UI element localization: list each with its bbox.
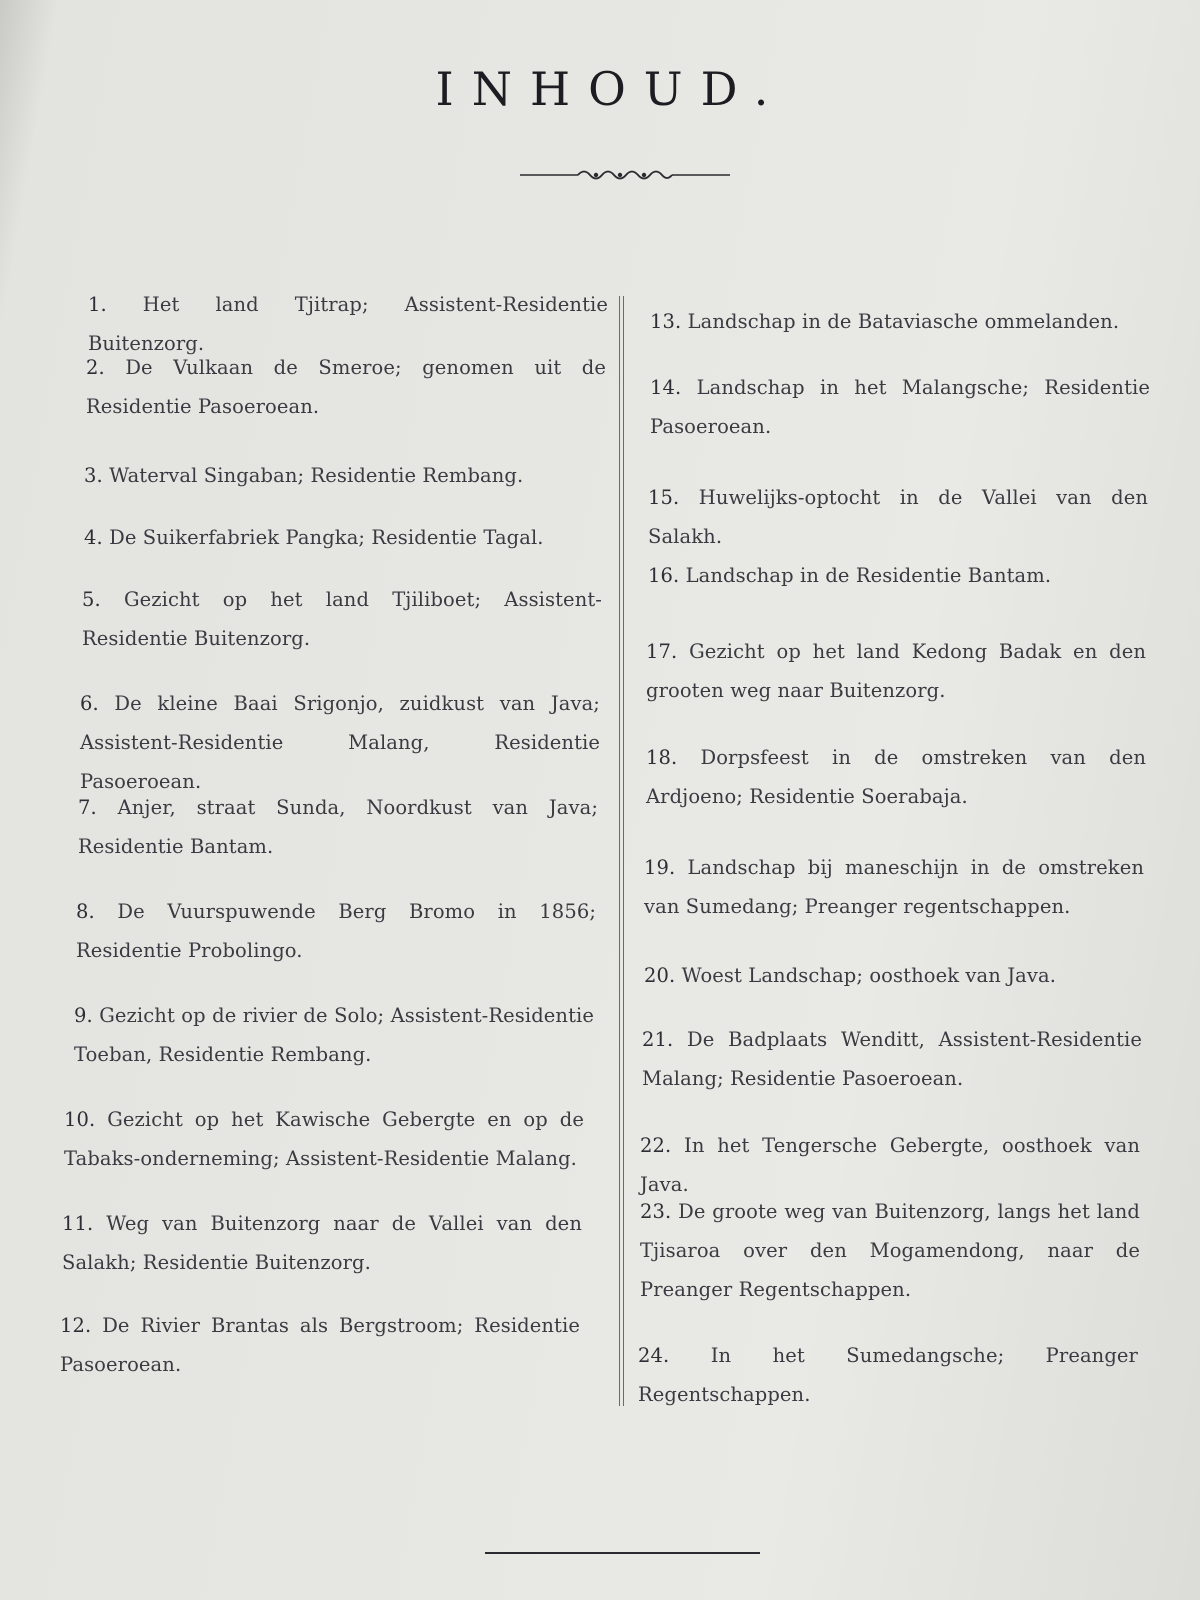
toc-entry: 3. Waterval Singaban; Residentie Rembang.: [84, 464, 524, 487]
toc-entry: 17. Gezicht op het land Kedong Badak en den grooten weg naar Buitenzorg.: [646, 640, 1146, 702]
toc-entry: 2. De Vulkaan de Smeroe; genomen uit de Residentie Pasoeroean.: [86, 356, 606, 418]
bottom-rule: [485, 1552, 760, 1554]
toc-entry: 5. Gezicht op het land Tjiliboet; Assistent-Residentie Buitenzorg.: [82, 588, 602, 650]
toc-entry: 1. Het land Tjitrap; Assistent-Residentie Buitenzorg.: [88, 293, 608, 355]
toc-entry: 8. De Vuurspuwende Berg Bromo in 1856; Residentie Probolingo.: [76, 900, 596, 962]
toc-entry: 22. In het Tengersche Gebergte, oosthoek van Java.: [640, 1134, 1140, 1196]
toc-entry: 24. In het Sumedangsche; Preanger Regentschappen.: [638, 1344, 1138, 1406]
toc-entry: 23. De groote weg van Buitenzorg, langs het land Tjisaroa over den Mogamendong, naar de Preanger Regentschappen.: [640, 1200, 1140, 1301]
toc-entry: 14. Landschap in het Malangsche; Residentie Pasoeroean.: [650, 376, 1150, 438]
toc-entry: 21. De Badplaats Wenditt, Assistent-Residentie Malang; Residentie Pasoeroean.: [642, 1028, 1142, 1090]
toc-entry: 4. De Suikerfabriek Pangka; Residentie Tagal.: [84, 526, 544, 549]
page-title: INHOUD.: [435, 62, 787, 116]
toc-entry: 15. Huwelijks-optocht in de Vallei van den Salakh.: [648, 486, 1148, 548]
toc-entry: 20. Woest Landschap; oosthoek van Java.: [644, 964, 1057, 987]
toc-entry: 10. Gezicht op het Kawische Gebergte en op de Tabaks-onderneming; Assistent-Residentie Malang.: [64, 1108, 584, 1170]
toc-entry: 18. Dorpsfeest in de omstreken van den Ardjoeno; Residentie Soerabaja.: [646, 746, 1146, 808]
ornament-divider: [520, 160, 730, 190]
toc-entry: 12. De Rivier Brantas als Bergstroom; Residentie Pasoeroean.: [60, 1314, 580, 1376]
column-divider: [619, 296, 624, 1406]
toc-entry: 19. Landschap bij maneschijn in de omstreken van Sumedang; Preanger regentschappen.: [644, 856, 1144, 918]
toc-entry: 16. Landschap in de Residentie Bantam.: [648, 564, 1052, 587]
toc-entry: 7. Anjer, straat Sunda, Noordkust van Java; Residentie Bantam.: [78, 796, 598, 858]
toc-entry: 6. De kleine Baai Srigonjo, zuidkust van Java; Assistent-Residentie Malang, Residentie Pasoeroean.: [80, 692, 600, 793]
toc-entry: 9. Gezicht op de rivier de Solo; Assistent-Residentie Toeban, Residentie Rembang.: [74, 1004, 594, 1066]
toc-entry: 11. Weg van Buitenzorg naar de Vallei van den Salakh; Residentie Buitenzorg.: [62, 1212, 582, 1274]
toc-entry: 13. Landschap in de Bataviasche ommelanden.: [650, 310, 1120, 333]
